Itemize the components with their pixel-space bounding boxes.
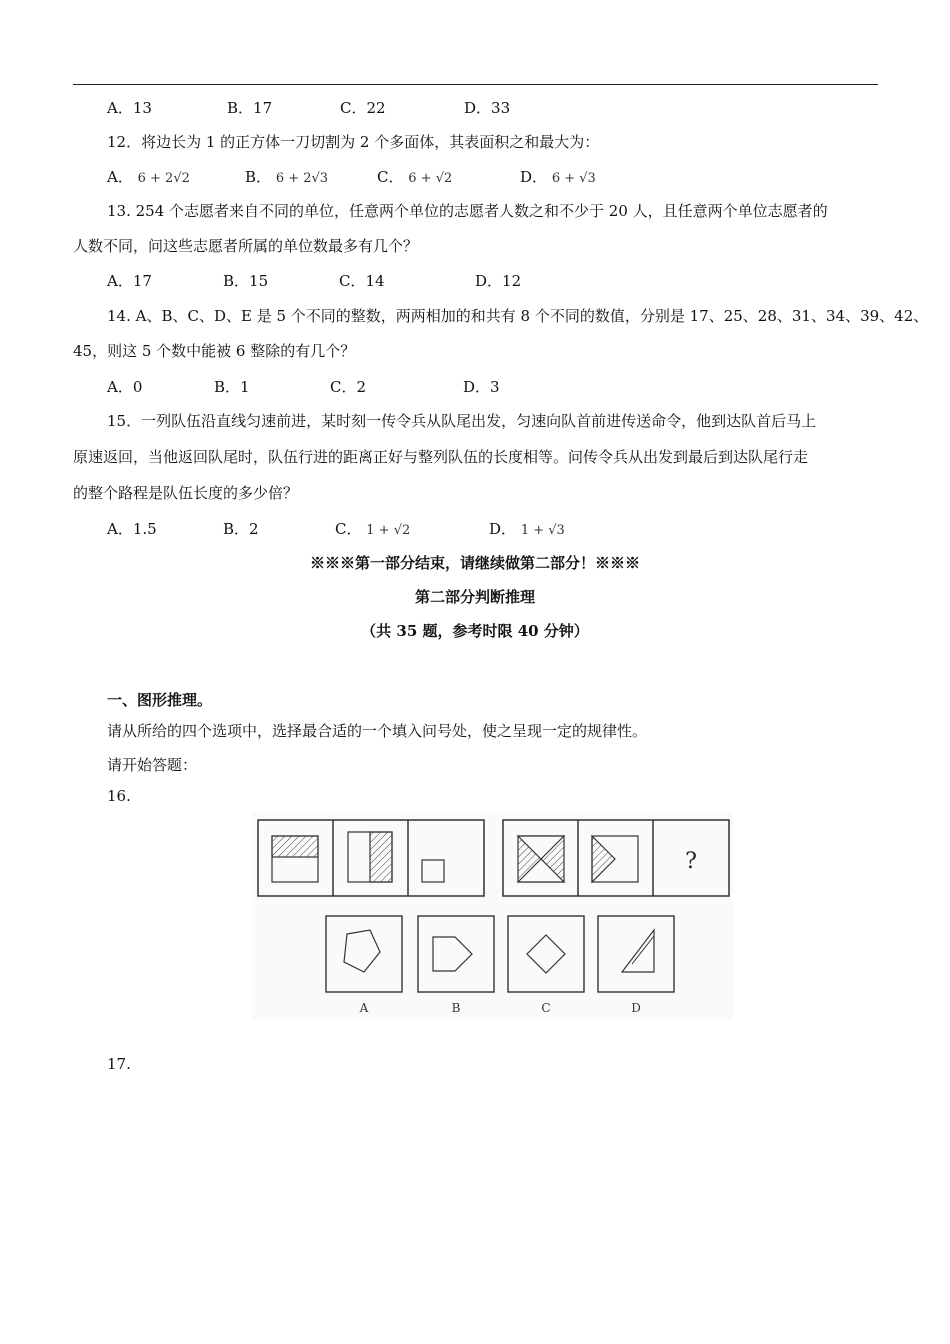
start-text: 请开始答题：	[107, 756, 198, 774]
header-rule	[73, 84, 878, 85]
q12-stem: 12．将边长为 1 的正方体一刀切割为 2 个多面体，其表面积之和最大为：	[107, 133, 600, 151]
q13-stem-line2: 人数不同，问这些志愿者所属的单位数最多有几个？	[73, 237, 419, 255]
q11-option-a[interactable]: A．13	[107, 99, 152, 117]
q15-stem-line3: 的整个路程是队伍长度的多少倍？	[73, 484, 299, 502]
q16-figure	[252, 812, 733, 1020]
q13-option-a[interactable]: A．17	[107, 272, 152, 290]
q14-option-d[interactable]: D．3	[463, 378, 500, 396]
q15-option-d[interactable]: D． 1 + √3	[489, 520, 565, 538]
q15-option-a[interactable]: A．1.5	[107, 520, 157, 538]
part-two-title: 第二部分判断推理	[414, 588, 535, 606]
q12-option-a[interactable]: A． 6 + 2√2	[107, 168, 190, 186]
q11-option-d[interactable]: D．33	[464, 99, 511, 117]
q14-stem-line2: 45，则这 5 个数中能被 6 整除的有几个？	[73, 342, 356, 360]
q11-option-b[interactable]: B．17	[227, 99, 273, 117]
section-heading: 一、图形推理。	[107, 691, 213, 709]
q16-option-label-a: A	[359, 1001, 369, 1015]
q14-option-a[interactable]: A．0	[107, 378, 143, 396]
q16-option-label-c: C	[541, 1001, 551, 1015]
q16-option-label-d: D	[631, 1001, 641, 1015]
q15-stem-line2: 原速返回，当他返回队尾时，队伍行进的距离正好与整列队伍的长度相等。问传令兵从出发到最后到达队尾行走	[73, 448, 809, 466]
q15-option-c[interactable]: C． 1 + √2	[335, 520, 411, 538]
part-one-end-notice: ※※※第一部分结束，请继续做第二部分！※※※	[309, 554, 640, 572]
q16-figure-4	[518, 836, 564, 882]
q11-option-c[interactable]: C．22	[340, 99, 386, 117]
q16-number: 16.	[107, 787, 131, 805]
q14-option-b[interactable]: B．1	[214, 378, 250, 396]
q16-option-label-b: B	[451, 1001, 461, 1015]
q13-option-b[interactable]: B．15	[223, 272, 269, 290]
q17-number: 17.	[107, 1055, 131, 1073]
q14-stem-line1: 14. A、B、C、D、E 是 5 个不同的整数，两两相加的和共有 8 个不同的数值，分别是 17、25、28、31、34、39、42、	[107, 307, 929, 325]
q15-option-b[interactable]: B．2	[223, 520, 259, 538]
q15-stem-line1: 15．一列队伍沿直线匀速前进，某时刻一传令兵从队尾出发，匀速向队首前进传送命令，他到达队首后马上	[107, 412, 817, 430]
q13-stem-line1: 13. 254 个志愿者来自不同的单位，任意两个单位的志愿者人数之和不少于 20 人，且任意两个单位志愿者的	[107, 202, 828, 220]
q14-option-c[interactable]: C．2	[330, 378, 367, 396]
q12-option-d[interactable]: D． 6 + √3	[520, 168, 596, 186]
part-two-subtitle: （共 35 题，参考时限 40 分钟）	[361, 622, 589, 640]
q13-option-c[interactable]: C．14	[339, 272, 385, 290]
q16-question-mark: ?	[685, 849, 697, 874]
q12-option-b[interactable]: B． 6 + 2√3	[245, 168, 329, 186]
instruction-text: 请从所给的四个选项中，选择最合适的一个填入问号处，使之呈现一定的规律性。	[107, 722, 648, 740]
q12-option-c[interactable]: C． 6 + √2	[377, 168, 453, 186]
q13-option-d[interactable]: D．12	[475, 272, 522, 290]
